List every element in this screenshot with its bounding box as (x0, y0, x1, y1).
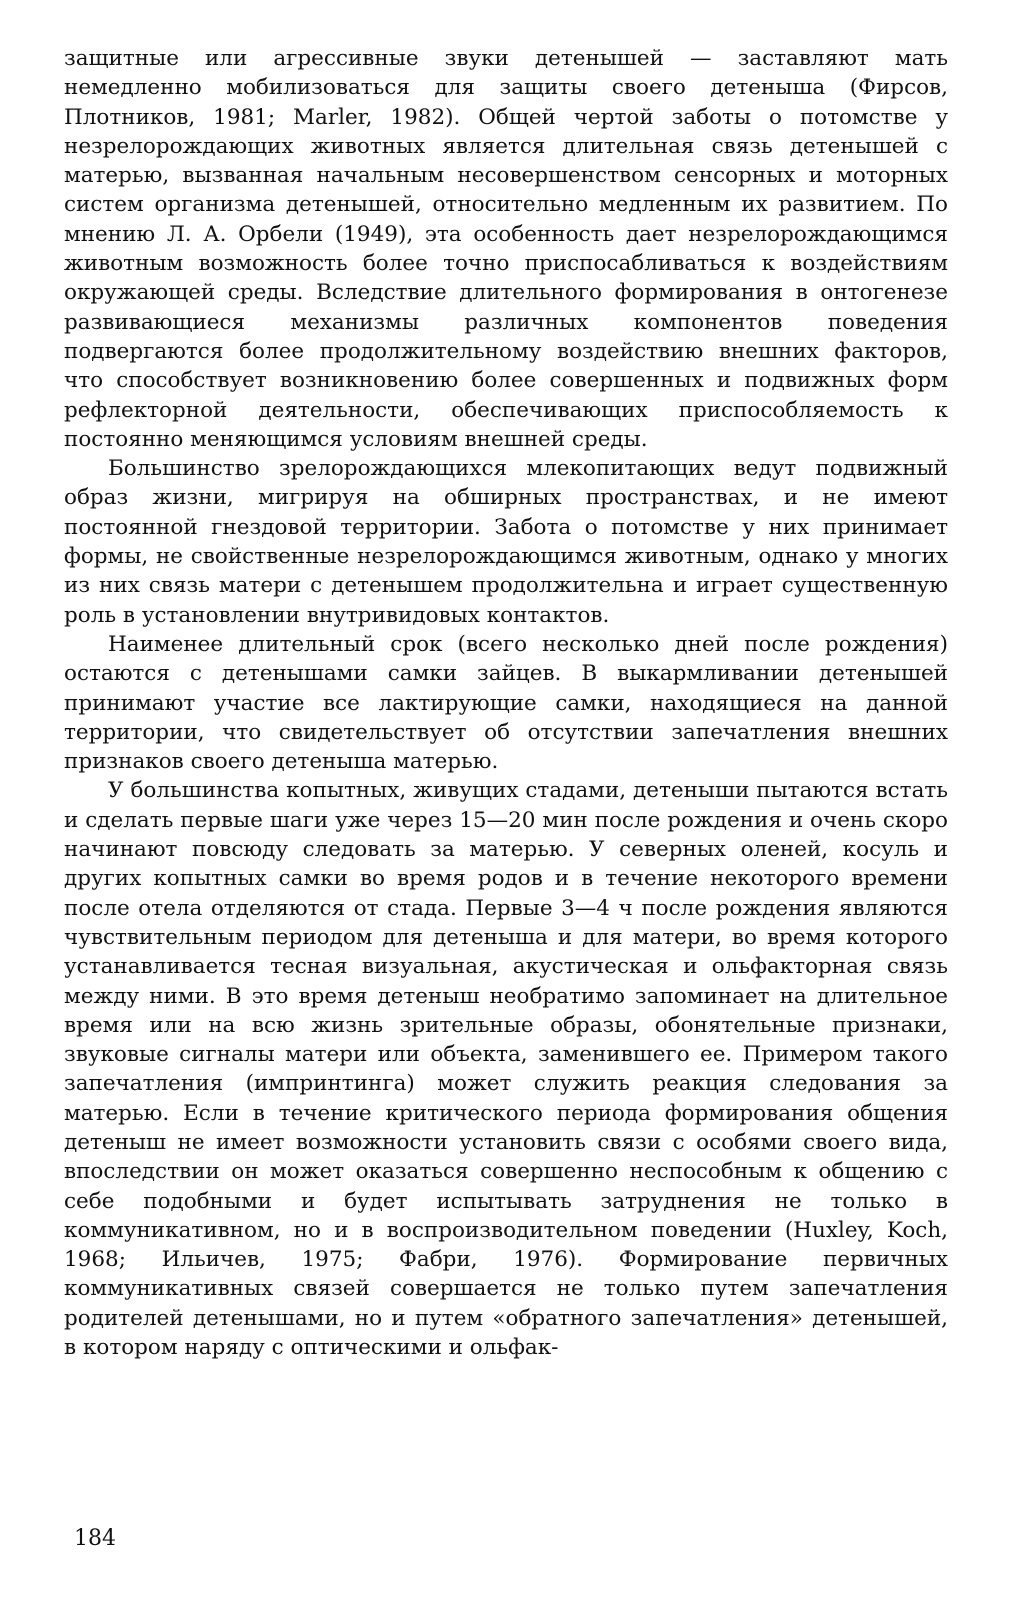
page-number: 184 (74, 1526, 116, 1551)
paragraph-ungulates: У большинства копытных, живущих стадами, детеныши пытаются встать и сделать первые шаги уже через 15—20 мин после рождения и очень скоро начинают повсюду следовать за матерью. У северных оленей, косуль и других копытных самки во время родов и в течение некоторого времени после отела отделяются от стада. Первые 3—4 ч после рождения являются чувствительным периодом для детеныша и для матери, во время которого устанавливается тесная визуальная, акустическая и ольфакторная связь между ними. В это время детеныш необратимо запоминает на длительное время или на всю жизнь зрительные образы, обонятельные признаки, звуковые сигналы матери или объекта, заменившего ее. Примером такого запечатления (импринтинга) может служить реакция следования за матерью. Если в течение критического периода формирования общения детеныш не имеет возможности установить связи с особями своего вида, впоследствии он может оказаться совершенно неспособным к общению с себе подобными и будет испытывать затруднения не только в коммуникативном, но и в воспроизводительном поведении (Huxley, Koch, 1968; Ильичев, 1975; Фабри, 1976). Формирование первичных коммуникативных связей совершается не только путем запечатления родителей детенышами, но и путем «обратного запечатления» детенышей, в котором наряду с оптическими и ольфак- (64, 778, 948, 1361)
paragraph-hares: Наименее длительный срок (всего несколько дней после рождения) остаются с детенышами самки зайцев. В выкармливании детенышей принимают участие все лактирующие самки, находящиеся на данной территории, что свидетельствует об отсутствии запечатления внешних признаков своего детеныша матерью. (64, 631, 948, 775)
paragraph-continuation: защитные или агрессивные звуки детенышей — заставляют мать немедленно мобилизоваться для защиты своего детеныша (Фирсов, Плотников, 1981; Marler, 1982). Общей чертой заботы о потомстве у незрелорождающих животных является длительная связь детенышей с матерью, вызванная начальным несовершенством сенсорных и моторных систем организма детенышей, относительно медленным их развитием. По мнению Л. А. Орбели (1949), эта особенность дает незрелорождающимся животным возможность более точно приспосабливаться к воздействиям окружающей среды. Вследствие длительного формирования в онтогенезе развивающиеся механизмы различных компонентов поведения подвергаются более продолжительному воздействию внешних факторов, что способствует возникновению более совершенных и подвижных форм рефлекторной деятельности, обеспечивающих приспособляемость к постоянно меняющимся условиям внешней среды. (64, 46, 948, 452)
paragraph-precocial-mammals: Большинство зрелорождающихся млекопитающих ведут подвижный образ жизни, мигрируя на обширных пространствах, и не имеют постоянной гнездовой территории. Забота о потомстве у них принимает формы, не свойственные незрелорождающимся животным, однако у многих из них связь матери с детенышем продолжительна и играет существенную роль в установлении внутривидовых контактов. (64, 456, 948, 628)
page-body (64, 44, 948, 1362)
